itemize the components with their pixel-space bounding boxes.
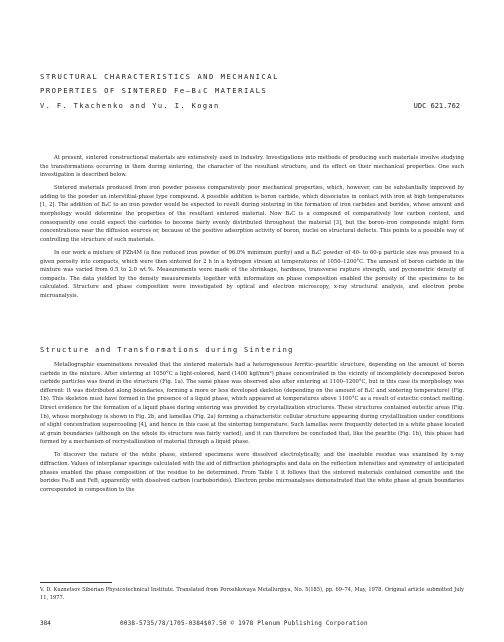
intro-paragraph: Sintered materials produced from iron powder possess comparatively poor mechanical properties, which, however, can be substantially improved by adding to the powder an interstitial-phase type compound. A possible addition is boron carbide, which dissociates in contact with iron at high temperatures [1, 2]. The addition of B₄C to an iron powder would be expected to result during sintering in the formation of iron carbides and borides, whose amount and morphology would determine the properties of the resultant sintered material. Now B₄C is a compound of comparatively low carbon content, and consequently one could expect the carbides to become fairly evenly distributed throughout the material [3], but the boron–iron compounds might form concentrations near the diffusion sources or, because of the positive adsorption activity of boron, nuclei on structural defects. This points to a possible way of controlling the structure of such materials. <box>40 185 464 243</box>
footnote: V. D. Kuznetsov Siberian Physicotechnical Institute. Translated from Poroshkovaya Metallurgiya, No. 5(185), pp. 69–74, May, 1978. Original article submitted July 11, 1977. <box>40 587 464 601</box>
section-paragraph: Metallographic examinations revealed that the sintered materials had a heterogeneous ferritic–pearlitic structure, depending on the amount of boron carbide in the mixture. After sintering at 1050°C a light-colored, hard (1400 kgf/mm²) phase concentrated in the vicinity of incompletely decomposed boron carbide particles was found in the structure (Fig. 1a). The same phase was observed also after sintering at 1100–1200°C, but in this case its morphology was different: It was distributed along boundaries, forming a more or less developed skeleton (depending on the amount of B₄C and sintering temperature) (Fig. 1b). This skeleton must have formed in the presence of a liquid phase, which appeared at temperatures above 1100°C as a result of eutectic contact melting. Direct evidence for the formation of a liquid phase during sintering was provided by crystallization structures. These structures contained eutectic areas (Fig. 1b), whose morphology is shown in Fig. 2b, and lamellas (Fig. 2a) forming a characteristic cellular structure appearing during crystallization under conditions of slight concentration supercooling [4], and hence in this case at the sintering temperature. Such lamellas were frequently detected in a white phase located at grain boundaries (although on the whole its structure was fairly varied), and it can therefore be concluded that, like the pearlite (Fig. 1b), this phase had formed by a mechanism of recrystallization of material through a liquid phase. <box>40 362 464 446</box>
title-line-2: PROPERTIES OF SINTERED Fe–B₄C MATERIALS <box>40 86 268 95</box>
section-paragraph: To discover the nature of the white phase, sintered specimens were dissolved electrolytically, and the insoluble residue was examined by x-ray diffraction. Values of interplanar spacings calculated with the aid of diffraction photographs and data on the reflection intensities and symmetry of anticipated phases enabled the phase composition of the residue to be determined. From Table 1 it follows that the sintered materials contained cementite and the borides Fe₂B and FeB, apparently with dissolved carbon (carboborides). Electron probe microanalyses demonstrated that the white phase at grain boundaries corresponded in composition to the <box>40 452 464 493</box>
title-line-1: STRUCTURAL CHARACTERISTICS AND MECHANICAL <box>40 72 279 81</box>
intro-paragraph: In our work a mixture of PZh4M (a fine reduced iron powder of 96.0% minimum purity) and a B₄C powder of 40- to 60-μ particle size was pressed to a given porosity into compacts, which were then sintered for 2 h in a hydrogen stream at temperatures of 1050–1200°C. The amount of boron carbide in the mixture was varied from 0.5 to 2.0 wt.%. Measurements were made of the shrinkage, hardness, transverse rupture strength, and pycnometric density of compacts. The data yielded by the density measurements together with information on phase composition enabled the porosity of the specimens to be calculated. Structure and phase composition were investigated by optical and electron microscopy, x-ray structural analysis, and electron probe microanalysis. <box>40 249 464 299</box>
authors: V. F. Tkachenko and Yu. I. Kogan <box>40 102 220 110</box>
udc-code: UDC 621.762 <box>413 102 460 110</box>
section-body <box>40 361 464 499</box>
section-heading: Structure and Transformations during Sintering <box>40 346 294 354</box>
intro-section <box>40 154 464 305</box>
publisher-line: 0038-5735/78/1705-0384$07.50 © 1978 Plenum Publishing Corporation <box>120 620 368 627</box>
intro-paragraph: At present, sintered constructional materials are extensively used in industry. Investigations into methods of producing such materials involve studying the transformations occurring in them during sintering, the character of the resultant structure, and its effect on their mechanical properties. One such investigation is described below. <box>40 155 464 179</box>
article-title <box>40 70 279 98</box>
page-number: 384 <box>40 620 51 627</box>
footnote-divider <box>40 582 112 583</box>
